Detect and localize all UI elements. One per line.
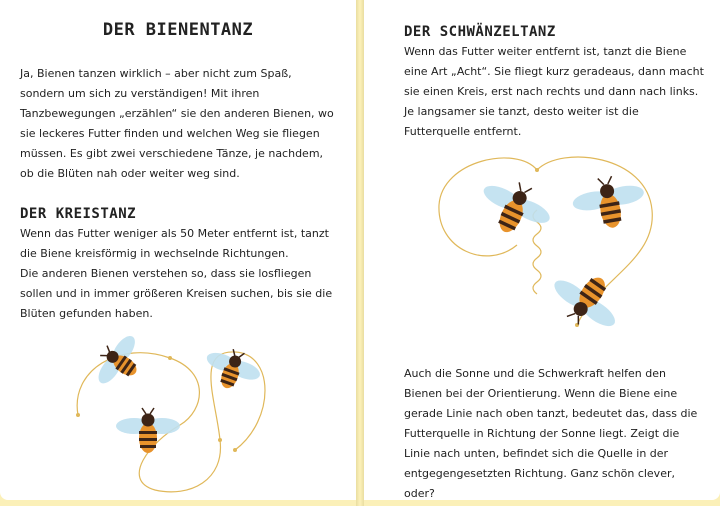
bee-icon [471,170,558,247]
bee-icon [88,328,152,396]
waggle-dance-illustration [427,150,672,350]
page-gutter [356,0,364,506]
round-dance-illustration [60,330,320,495]
kreistanz-paragraph: Wenn das Futter weniger als 50 Meter entfernt ist, tanzt die Biene kreisförmig in wechselnde Richtungen. Die anderen Bienen verstehen so, dass sie losfliegen sollen und in immer größeren Kreisen suchen, bis sie die Blüten gefunden haben. [20,227,333,320]
schwaenzeltanz-paragraph: Wenn das Futter weiter entfernt ist, tanzt die Biene eine Art „Acht“. Sie fliegt kurz geradeaus, dann macht sie einen Kreis, erst nach rechts und dann nach links. Je langsamer sie tanzt, desto weiter ist die Futterquelle entfernt. [404,45,704,138]
sonne-paragraph: Auch die Sonne und die Schwerkraft helfen den Bienen bei der Orientierung. Wenn die Biene eine gerade Linie nach oben tanzt, bedeutet das, dass die Futterquelle in Richtung der Sonne liegt. Zeigt die Linie nach unten, befindet sich die Quelle in der entgegengesetzten Richtung. Ganz schön clever, oder? [404,367,698,500]
right-page [364,0,720,500]
bee-icon [199,342,265,398]
page-title: DER BIENENTANZ [102,20,254,40]
left-page [0,0,356,500]
waggle-dance-path [439,157,652,325]
bee-icon [116,408,180,453]
schwaenzeltanz-heading: DER SCHWÄNZELTANZ [404,24,556,40]
intro-paragraph: Ja, Bienen tanzen wirklich – aber nicht zum Spaß, sondern um sich zu verständigen! Mit ihren Tanzbewegungen „erzählen“ sie den anderen Bienen, wo sie leckeres Futter finden und welchen Weg sie fliegen müssen. Es gibt zwei verschiedene Tänze, je nachdem, ob die Blüten nah oder weiter weg sind. [20,67,334,180]
bee-icon [569,171,649,234]
kreistanz-heading: DER KREISTANZ [20,206,137,222]
bee-icon [543,258,631,341]
